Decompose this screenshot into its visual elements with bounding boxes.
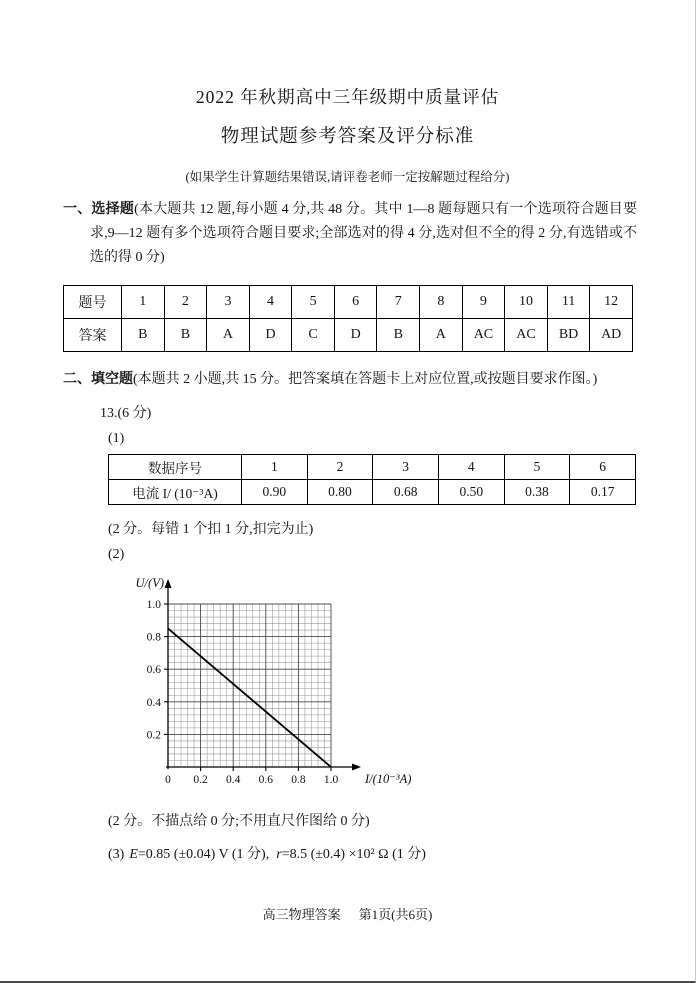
- footer-page-number: 第1页(共6页): [358, 907, 433, 922]
- question-number-cell: 11: [547, 286, 590, 319]
- svg-text:0.4: 0.4: [146, 696, 161, 709]
- current-value-cell: 0.90: [242, 480, 308, 505]
- grading-note: (如果学生计算题结果错误,请评卷老师一定按解题过程给分): [185, 170, 510, 184]
- resistance-symbol: r: [276, 847, 282, 862]
- answer-cell: B: [377, 319, 420, 352]
- trial-number-cell: 2: [307, 455, 373, 480]
- current-value-cell: 0.68: [373, 480, 439, 505]
- multiple-choice-answer-table: [63, 285, 633, 352]
- question-number-cell: 6: [334, 286, 377, 319]
- table-row-trial-numbers: [109, 455, 636, 480]
- doc-subtitle: 物理试题参考答案及评分标准: [220, 127, 475, 147]
- part1-label: (1): [108, 431, 125, 446]
- svg-text:0.8: 0.8: [291, 774, 306, 786]
- section2-desc: (本题共 2 小题,共 15 分。把答案填在答题卡上对应位置,或按题目要求作图。): [133, 372, 598, 387]
- answer-cell: AC: [505, 319, 548, 352]
- section1-desc: (本大题共 12 题,每小题 4 分,共 48 分。其中 1—8 题每题只有一个选项符合题目要求,9—12 题有多个选项符合题目要求;全部选对的得 4 分,选对但不全的得 2 分,有选错或不选的得 0 分): [90, 202, 637, 265]
- graph-svg: [116, 565, 456, 797]
- section2-title: 二、填空题: [63, 372, 133, 387]
- svg-text:0.6: 0.6: [258, 774, 273, 786]
- question-number-cell: 10: [505, 286, 548, 319]
- svg-text:0.8: 0.8: [146, 631, 161, 644]
- svg-text:U/(V): U/(V): [135, 576, 164, 590]
- svg-text:0.4: 0.4: [226, 774, 241, 786]
- row-header-answer: 答案: [64, 319, 122, 352]
- part3-prefix: (3): [108, 847, 125, 862]
- answer-cell: D: [249, 319, 292, 352]
- svg-text:1.0: 1.0: [146, 599, 161, 611]
- question-number-cell: 8: [420, 286, 463, 319]
- current-value-cell: 0.80: [307, 480, 373, 505]
- svg-text:0: 0: [165, 774, 171, 786]
- answer-cell: B: [122, 319, 165, 352]
- question-number-cell: 9: [462, 286, 505, 319]
- answer-cell: A: [420, 319, 463, 352]
- table-row-answers: [64, 319, 633, 352]
- current-value-cell: 0.50: [438, 480, 504, 505]
- svg-text:I/(10⁻³A): I/(10⁻³A): [365, 772, 412, 786]
- part1-score-note: (2 分。每错 1 个扣 1 分,扣完为止): [108, 522, 314, 537]
- section2-heading: [63, 368, 637, 392]
- svg-text:0.6: 0.6: [146, 664, 161, 677]
- answer-cell: D: [334, 319, 377, 352]
- ui-line-graph: [116, 565, 695, 797]
- part2-label: (2): [108, 547, 125, 562]
- question-13-label: 13.(6 分): [100, 406, 152, 421]
- svg-text:1.0: 1.0: [323, 774, 339, 786]
- trial-number-cell: 4: [438, 455, 504, 480]
- current-value-cell: 0.17: [570, 480, 636, 505]
- current-value-cell: 0.38: [504, 480, 570, 505]
- svg-text:0.2: 0.2: [146, 729, 161, 742]
- part2-score-note: (2 分。不描点给 0 分;不用直尺作图给 0 分): [108, 814, 370, 829]
- page-footer: [0, 904, 695, 923]
- question-number-cell: 1: [122, 286, 165, 319]
- section1-title: 一、选择题: [63, 202, 135, 217]
- table-row-question-numbers: [64, 286, 633, 319]
- question-number-cell: 4: [249, 286, 292, 319]
- question-number-cell: 5: [292, 286, 335, 319]
- answer-cell: BD: [547, 319, 590, 352]
- emf-value: =0.85 (±0.04) V (1 分),: [137, 847, 270, 862]
- emf-symbol: E: [129, 847, 138, 862]
- trial-number-cell: 3: [373, 455, 439, 480]
- trial-number-cell: 6: [570, 455, 636, 480]
- answer-cell: A: [207, 319, 250, 352]
- row-header-trial-number: 数据序号: [109, 455, 242, 480]
- svg-text:0.2: 0.2: [193, 774, 208, 786]
- answer-cell: AD: [590, 319, 633, 352]
- resistance-value: =8.5 (±0.4) ×10² Ω (1 分): [281, 847, 426, 862]
- section1-heading: [63, 198, 637, 270]
- answer-cell: C: [292, 319, 335, 352]
- question-number-cell: 3: [207, 286, 250, 319]
- footer-doc-name: 高三物理答案: [262, 907, 341, 922]
- row-header-current: 电流 I/ (10⁻³A): [109, 480, 242, 505]
- table-row-current-values: [109, 480, 636, 505]
- measurement-data-table: [108, 454, 636, 505]
- part3-answer: [108, 843, 695, 863]
- trial-number-cell: 1: [242, 455, 308, 480]
- question-number-cell: 12: [590, 286, 633, 319]
- trial-number-cell: 5: [504, 455, 570, 480]
- doc-title: 2022 年秋期高中三年级期中质量评估: [195, 87, 500, 107]
- row-header-question-number: 题号: [64, 286, 122, 319]
- question-number-cell: 2: [164, 286, 207, 319]
- answer-cell: B: [164, 319, 207, 352]
- question-number-cell: 7: [377, 286, 420, 319]
- answer-cell: AC: [462, 319, 505, 352]
